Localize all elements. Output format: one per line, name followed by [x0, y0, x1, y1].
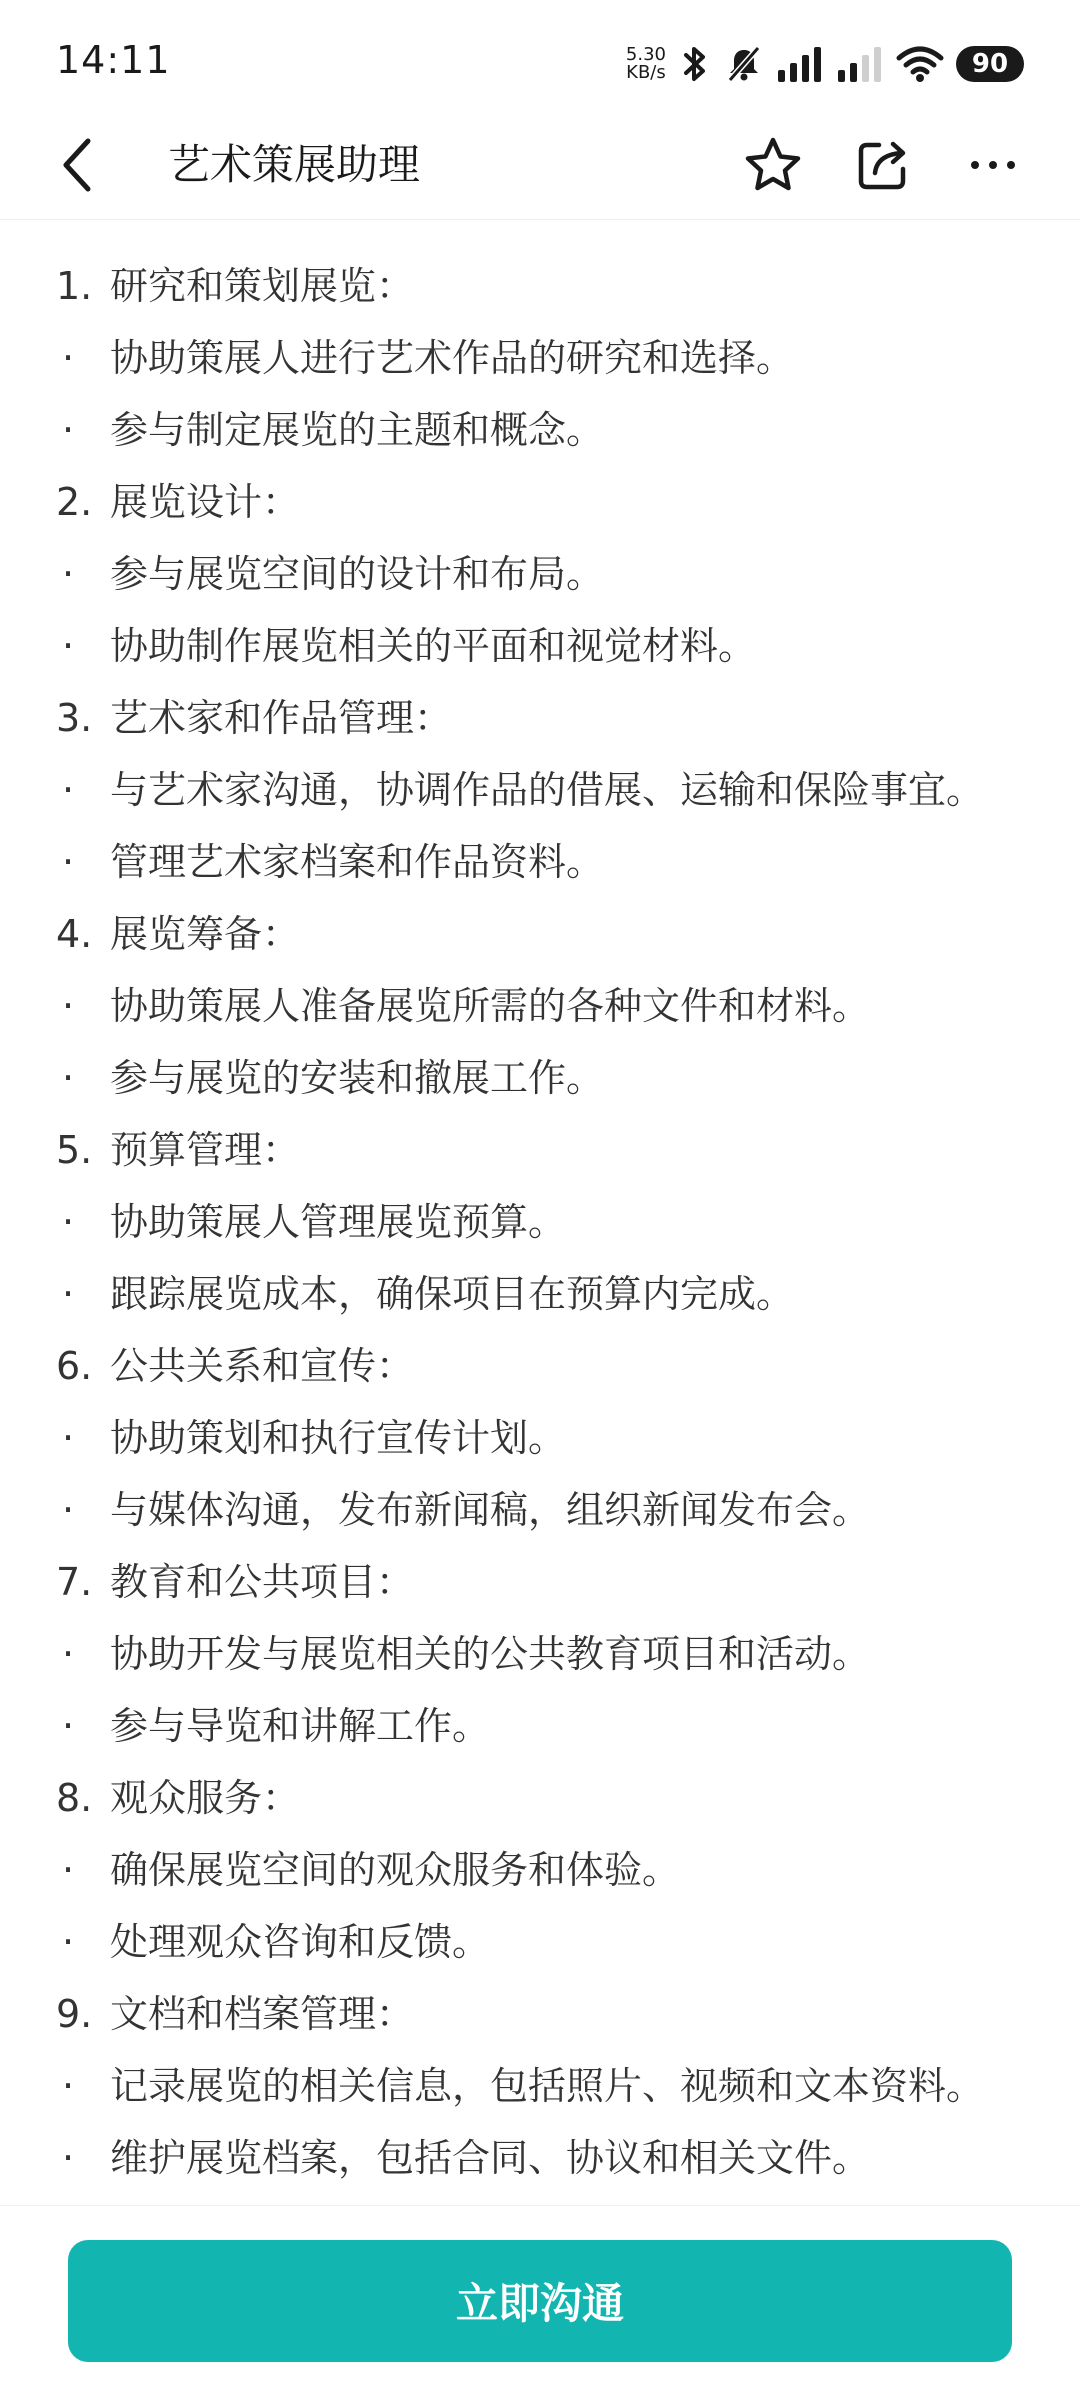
list-item-text: 参与展览的安装和撤展工作。 — [110, 1056, 605, 1100]
bullet-marker: · — [62, 1848, 75, 1892]
more-options-button[interactable] — [956, 128, 1030, 202]
list-item — [56, 1402, 1036, 1474]
list-item-text: 维护展览档案，包括合同、协议和相关文件。 — [110, 2136, 871, 2180]
section-number: 2. — [56, 480, 93, 524]
chevron-left-icon — [56, 135, 96, 195]
bullet-marker: · — [62, 552, 75, 596]
bullet-marker: · — [62, 624, 75, 668]
section-heading — [56, 1978, 1036, 2050]
section-number: 4. — [56, 912, 93, 956]
section-title: 艺术家和作品管理： — [110, 696, 453, 740]
list-item — [56, 1906, 1036, 1978]
list-item — [56, 1618, 1036, 1690]
section-number: 9. — [56, 1992, 93, 2036]
status-bar — [0, 0, 1080, 120]
back-button[interactable] — [56, 130, 126, 200]
list-item-text: 参与制定展览的主题和概念。 — [110, 408, 605, 452]
list-item — [56, 1186, 1036, 1258]
more-horizontal-icon — [963, 135, 1023, 195]
section-heading — [56, 1546, 1036, 1618]
list-item — [56, 1690, 1036, 1762]
list-item — [56, 2122, 1036, 2194]
bullet-marker: · — [62, 2136, 75, 2180]
list-item — [56, 538, 1036, 610]
section-heading — [56, 682, 1036, 754]
section-title: 预算管理： — [110, 1128, 301, 1172]
list-item — [56, 826, 1036, 898]
section-number: 5. — [56, 1128, 93, 1172]
page-title: 艺术策展助理 — [168, 140, 421, 189]
bullet-marker: · — [62, 1704, 75, 1748]
bullet-marker: · — [62, 984, 75, 1028]
bullet-marker: · — [62, 1920, 75, 1964]
list-item — [56, 610, 1036, 682]
wifi-icon — [896, 44, 944, 84]
network-speed — [626, 46, 666, 82]
list-item-text: 记录展览的相关信息，包括照片、视频和文本资料。 — [110, 2064, 985, 2108]
section-number: 1. — [56, 264, 93, 308]
battery-indicator: 90 — [956, 46, 1024, 82]
bottom-action-bar — [0, 2205, 1080, 2400]
section-heading — [56, 250, 1036, 322]
list-item-text: 协助策划和执行宣传计划。 — [110, 1416, 567, 1460]
responsibilities-list — [56, 250, 1036, 2194]
network-speed-value: 5.30 — [625, 44, 666, 65]
section-title: 观众服务： — [110, 1776, 301, 1820]
section-title: 展览筹备： — [110, 912, 301, 956]
bullet-marker: · — [62, 2064, 75, 2108]
section-heading — [56, 1330, 1036, 1402]
section-number: 3. — [56, 696, 93, 740]
list-item-text: 协助开发与展览相关的公共教育项目和活动。 — [110, 1632, 871, 1676]
list-item-text: 确保展览空间的观众服务和体验。 — [110, 1848, 681, 1892]
section-heading — [56, 1762, 1036, 1834]
list-item — [56, 322, 1036, 394]
bullet-marker: · — [62, 768, 75, 812]
bluetooth-icon — [678, 44, 712, 84]
status-icons — [626, 42, 1024, 86]
list-item-text: 参与展览空间的设计和布局。 — [110, 552, 605, 596]
section-title: 展览设计： — [110, 480, 301, 524]
chat-now-button[interactable]: 立即沟通 — [68, 2240, 1012, 2362]
list-item — [56, 1258, 1036, 1330]
list-item — [56, 1042, 1036, 1114]
list-item-text: 协助制作展览相关的平面和视觉材料。 — [110, 624, 757, 668]
share-button[interactable] — [846, 128, 920, 202]
list-item-text: 协助策展人进行艺术作品的研究和选择。 — [110, 336, 795, 380]
bullet-marker: · — [62, 1056, 75, 1100]
list-item-text: 与艺术家沟通，协调作品的借展、运输和保险事宜。 — [110, 768, 985, 812]
list-item-text: 协助策展人管理展览预算。 — [110, 1200, 567, 1244]
status-time: 14:11 — [56, 38, 171, 82]
section-title: 公共关系和宣传： — [110, 1344, 415, 1388]
share-icon — [853, 135, 913, 195]
bullet-marker: · — [62, 1488, 75, 1532]
bullet-marker: · — [62, 1416, 75, 1460]
section-number: 8. — [56, 1776, 93, 1820]
section-title: 文档和档案管理： — [110, 1992, 415, 2036]
list-item — [56, 1474, 1036, 1546]
signal-strength-secondary-icon — [836, 44, 884, 84]
list-item — [56, 2050, 1036, 2122]
list-item — [56, 394, 1036, 466]
list-item-text: 与媒体沟通，发布新闻稿，组织新闻发布会。 — [110, 1488, 871, 1532]
list-item-text: 管理艺术家档案和作品资料。 — [110, 840, 605, 884]
signal-strength-icon — [776, 44, 824, 84]
list-item — [56, 1834, 1036, 1906]
bullet-marker: · — [62, 1632, 75, 1676]
list-item-text: 跟踪展览成本，确保项目在预算内完成。 — [110, 1272, 795, 1316]
network-speed-unit: KB/s — [626, 62, 666, 83]
section-title: 研究和策划展览： — [110, 264, 415, 308]
list-item-text: 协助策展人准备展览所需的各种文件和材料。 — [110, 984, 871, 1028]
list-item — [56, 970, 1036, 1042]
list-item-text: 参与导览和讲解工作。 — [110, 1704, 491, 1748]
list-item-text: 处理观众咨询和反馈。 — [110, 1920, 491, 1964]
bullet-marker: · — [62, 408, 75, 452]
favorite-button[interactable] — [736, 128, 810, 202]
section-heading — [56, 1114, 1036, 1186]
section-heading — [56, 898, 1036, 970]
app-header — [0, 110, 1080, 220]
bullet-marker: · — [62, 1200, 75, 1244]
section-heading — [56, 466, 1036, 538]
bullet-marker: · — [62, 336, 75, 380]
section-number: 7. — [56, 1560, 93, 1604]
bullet-marker: · — [62, 1272, 75, 1316]
section-number: 6. — [56, 1344, 93, 1388]
bullet-marker: · — [62, 840, 75, 884]
bell-muted-icon — [724, 44, 764, 84]
star-icon — [743, 135, 803, 195]
list-item — [56, 754, 1036, 826]
section-title: 教育和公共项目： — [110, 1560, 415, 1604]
